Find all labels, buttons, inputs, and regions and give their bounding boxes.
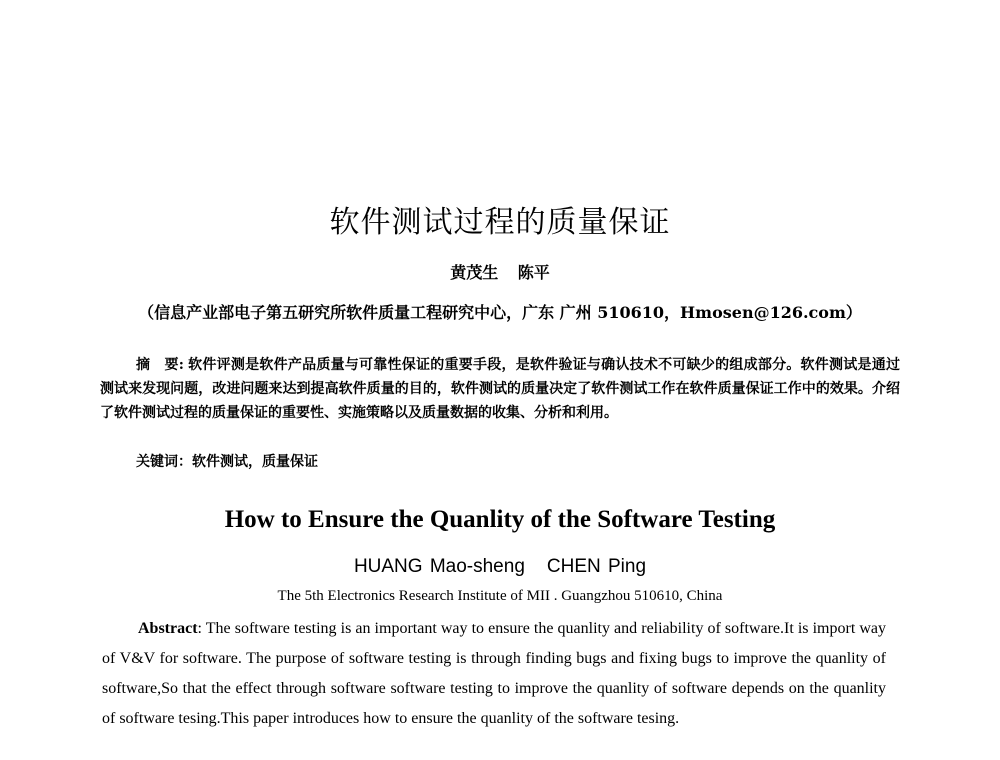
chinese-abstract <box>100 353 900 425</box>
english-affiliation: The 5th Electronics Research Institute of MII . Guangzhou 510610, China <box>277 588 723 604</box>
english-abstract-label: Abstract <box>138 620 198 637</box>
english-author-2: CHEN Ping <box>546 556 647 577</box>
english-authors <box>0 556 1000 578</box>
chinese-abstract-text: 软件评测是软件产品质量与可靠性保证的重要手段，是软件验证与确认技术不可缺少的组成部分。软件测试是通过测试来发现问题，改进问题来达到提高软件质量的目的，软件测试的质量决定了软件测试工作在软件质量保证工作中的效果。介绍了软件测试过程的质量保证的重要性、实施策略以及质量数据的收集、分析和利用。 <box>100 357 901 421</box>
chinese-keywords: 关键词：软件测试，质量保证 <box>136 454 318 470</box>
english-abstract-text: : The software testing is an important way to ensure the quanlity and reliability of software.It is import way of V&V for software. The purpose of software testing is through finding bugs and fixing bugs to improve the quanlity of software,So that the effect through software software testing to improve the quanlity of software depends on the quanlity of software tesing.This paper introduces how to ensure the quanlity of the software tesing. <box>102 620 886 727</box>
english-title: How to Ensure the Quanlity of the Software Testing <box>224 506 776 533</box>
chinese-affiliation: （信息产业部电子第五研究所软件质量工程研究中心，广东 广州 510610，Hmosen@126.com） <box>138 303 862 322</box>
chinese-title: 软件测试过程的质量保证 <box>329 205 671 240</box>
chinese-authors: 黄茂生 陈平 <box>450 263 550 282</box>
english-author-1: HUANG Mao-sheng <box>353 556 525 577</box>
english-abstract <box>102 614 886 734</box>
chinese-abstract-label: 摘 要: <box>136 357 184 373</box>
